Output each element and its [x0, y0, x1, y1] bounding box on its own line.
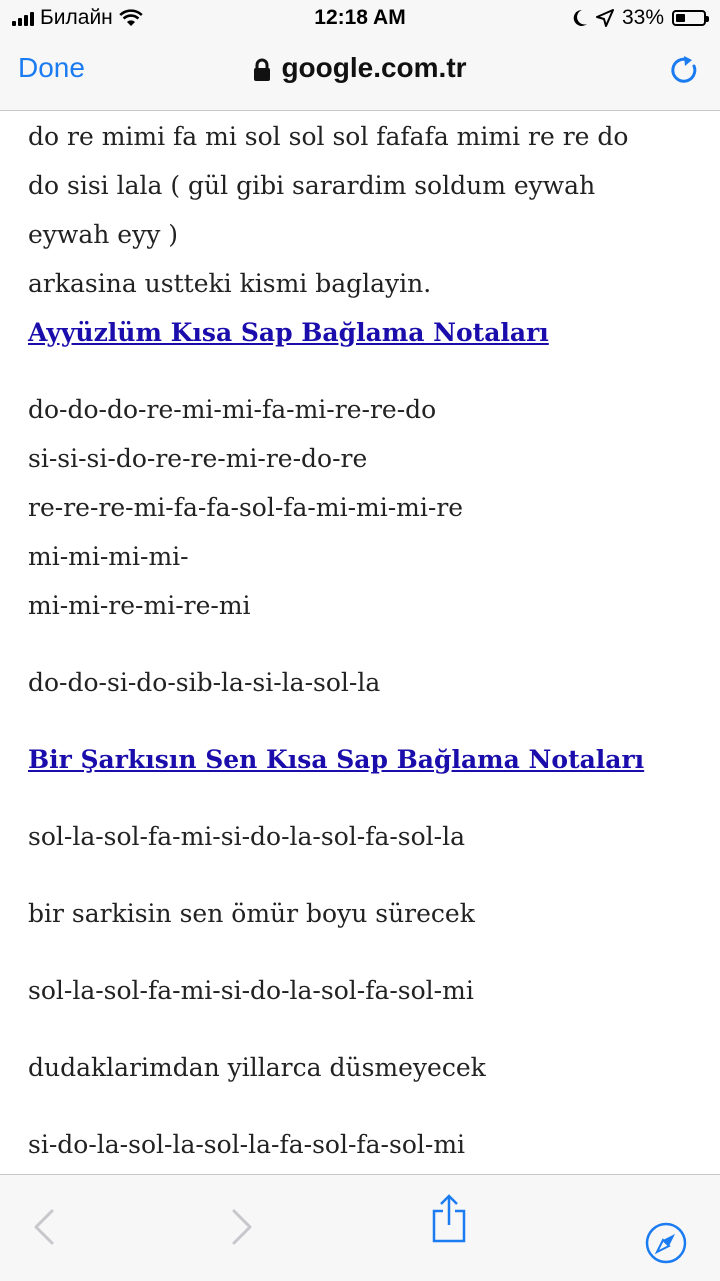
text-line: eywah eyy ): [28, 220, 179, 249]
clock: 12:18 AM: [314, 6, 406, 29]
notes-line: do-do-si-do-sib-la-si-la-sol-la: [28, 668, 381, 697]
notes-line: sol-la-sol-fa-mi-si-do-la-sol-fa-sol-la: [28, 822, 466, 851]
lyrics-line: bir sarkisin sen ömür boyu sürecek: [28, 899, 475, 928]
link-bir-sarkisin[interactable]: Bir Şarkısın Sen Kısa Sap Bağlama Notaları: [28, 745, 645, 774]
lock-icon: [253, 58, 271, 82]
notes-line: sol-la-sol-fa-mi-si-do-la-sol-fa-sol-mi: [28, 976, 474, 1005]
notes-line: do-do-do-re-mi-mi-fa-mi-re-re-do: [28, 395, 437, 424]
browser-nav-bar: [0, 36, 720, 111]
share-icon[interactable]: [430, 1193, 468, 1243]
moon-icon: [572, 9, 588, 27]
page-content: [28, 112, 708, 1169]
notes-line: si-do-la-sol-la-sol-la-fa-sol-fa-sol-mi: [28, 1130, 466, 1159]
bottom-toolbar: [0, 1174, 720, 1281]
reload-icon[interactable]: [670, 54, 700, 86]
carrier-name: Билайн: [40, 6, 113, 29]
safari-compass-icon[interactable]: [644, 1221, 688, 1265]
text-line: do sisi lala ( gül gibi sarardim soldum eywah: [28, 171, 596, 200]
battery-icon: [672, 10, 706, 26]
notes-line: si-si-si-do-re-re-mi-re-do-re: [28, 444, 368, 473]
notes-line: re-re-re-mi-fa-fa-sol-fa-mi-mi-mi-re: [28, 493, 464, 522]
status-right: [572, 6, 706, 30]
text-line: do re mimi fa mi sol sol sol fafafa mimi re re do: [28, 122, 629, 151]
notes-line: mi-mi-mi-mi-: [28, 542, 189, 571]
lyrics-line: dudaklarimdan yillarca düsmeyecek: [28, 1053, 486, 1082]
notes-line: mi-mi-re-mi-re-mi: [28, 591, 251, 620]
battery-level: [676, 14, 685, 22]
url-text: google.com.tr: [281, 52, 467, 83]
back-icon[interactable]: [30, 1207, 58, 1247]
status-bar: [0, 0, 720, 36]
address-bar[interactable]: [0, 52, 720, 84]
forward-icon[interactable]: [228, 1207, 256, 1247]
text-line: arkasina ustteki kismi baglayin.: [28, 269, 432, 298]
link-ayyuzlum[interactable]: Ayyüzlüm Kısa Sap Bağlama Notaları: [28, 318, 549, 347]
battery-percent: 33%: [621, 6, 664, 29]
location-arrow-icon: [596, 9, 614, 27]
done-button[interactable]: Done: [18, 52, 85, 83]
